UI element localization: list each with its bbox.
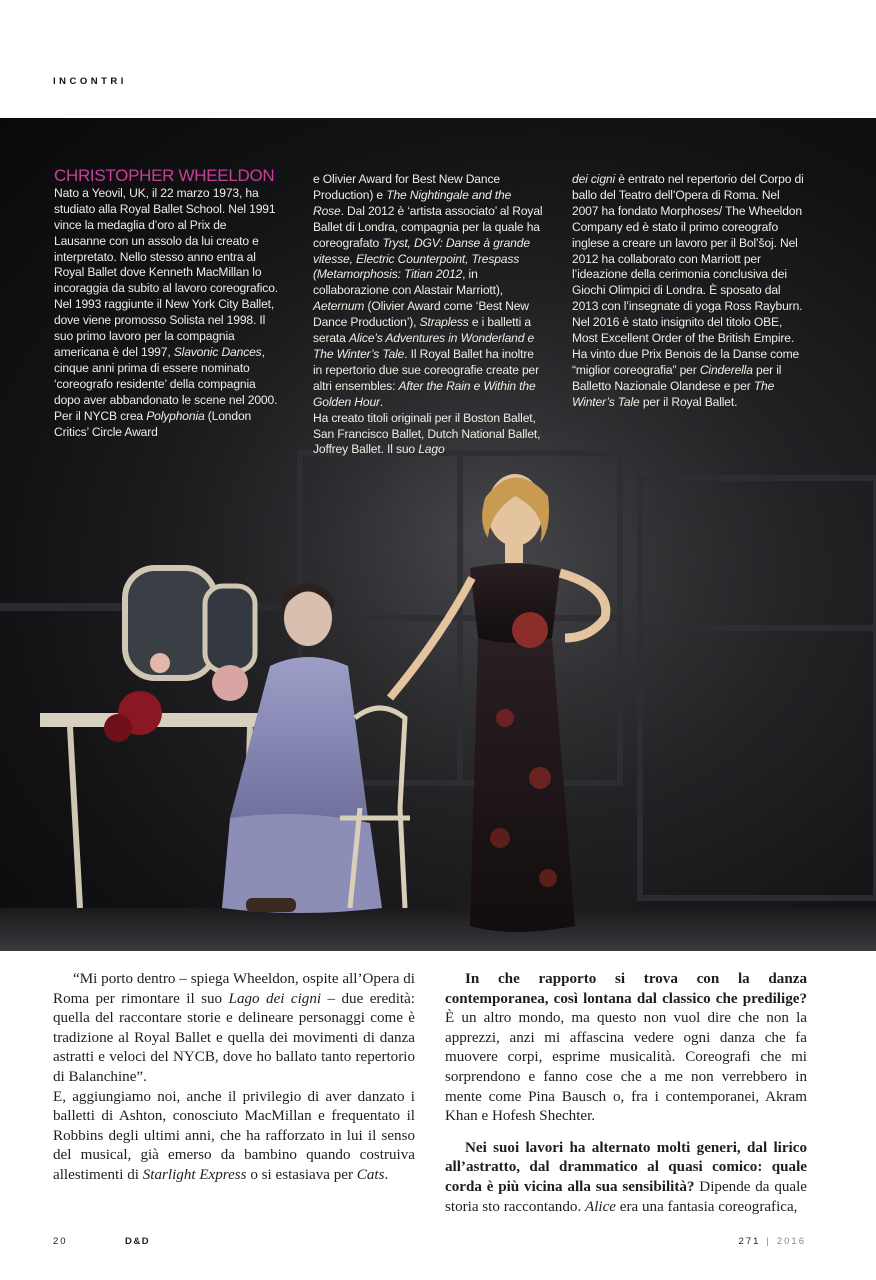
text-run: o si estasiava per bbox=[246, 1166, 357, 1183]
bio-text bbox=[572, 172, 808, 411]
text-run: Nato a Yeovil, UK, il 22 marzo 1973, ha studiato alla Royal Ballet School. Nel 1991 vince la medaglia d’oro al Prix de Lausanne con un assolo da lui creato e interpretato. Nello stesso anno entra al Royal Ballet dove Kenneth MacMillan lo incoraggia da subito al lavoro coreografico. Nel 1993 raggiunte il New York City Ballet, dove viene promosso Solista nel 1998. Il suo primo lavoro per la compagnia americana è del 1997, bbox=[54, 185, 278, 359]
italic-run: Slavonic Dances bbox=[173, 344, 262, 359]
issue-separator: | bbox=[766, 1236, 771, 1247]
text-run: Ha creato titoli originali per il Boston Ballet, San Francisco Ballet, Dutch National Ballet, Joffrey Ballet. Il suo bbox=[313, 410, 541, 457]
text-run: , in collaborazione con Alastair Marriott), bbox=[313, 267, 503, 298]
italic-run: Aeternum bbox=[313, 299, 365, 314]
text-run: Dipende da quale storia sto raccontando. bbox=[445, 1178, 808, 1215]
bio-column-2 bbox=[313, 172, 545, 458]
text-run: è entrato nel repertorio del Corpo di ballo del Teatro dell’Opera di Roma. Nel 2007 ha fondato Morphoses/ The Wheeldon Company ed è stato il primo coreografo inglese a creare un lavoro per il Bol’šoj. Nel 2012 ha collaborato con Marriott per l’ideazione della cerimonia conclusiva dei Giochi Olimpici di Londra. È sposato dal 2013 con l’insegnate di yoga Ross Rayburn. Nel 2016 è stato insignito del titolo OBE, Most Excellent Order of the British Empire. bbox=[572, 172, 804, 346]
italic-run: Starlight Express bbox=[142, 1166, 247, 1183]
text-run: “Mi porto dentro – spiega Wheeldon, ospite all’Opera di Roma per rimontare il suo bbox=[53, 971, 415, 1007]
bold-run: Nei suoi lavori ha alternato molti generi, dal lirico all’astratto, dal drammatico al quasi comico: quale corda è più vicina alla sua sensibilità? bbox=[445, 1139, 807, 1195]
italic-run: dei cigni bbox=[572, 172, 616, 186]
italic-run: Polyphonia bbox=[146, 408, 205, 423]
article-paragraph bbox=[53, 970, 415, 1088]
section-tag: INCONTRI bbox=[53, 76, 127, 87]
text-run: per il Balletto Nazionale Olandese e per bbox=[572, 362, 782, 393]
bio-text bbox=[313, 172, 545, 458]
issue-number: 271 bbox=[738, 1236, 761, 1247]
article-paragraph bbox=[445, 1139, 807, 1217]
issue-year: 2016 bbox=[776, 1236, 806, 1247]
text-run: . Il Royal Ballet ha inoltre in repertorio due sue coreografie create per altri ensembles: bbox=[313, 346, 540, 393]
italic-run: The Winter’s Tale bbox=[572, 378, 775, 409]
italic-run: Cats bbox=[356, 1166, 385, 1183]
italic-run: Lago dei cigni bbox=[228, 990, 322, 1007]
bio-text bbox=[54, 186, 280, 441]
italic-run: The Nightingale and the Rose bbox=[313, 187, 512, 218]
italic-run: Alice bbox=[585, 1198, 617, 1215]
text-run: . bbox=[384, 1166, 389, 1183]
page-number: 20 bbox=[53, 1236, 68, 1247]
text-run: E, aggiungiamo noi, anche il privilegio di aver danzato i balletti di Ashton, conosciuto MacMillan e frequentato il Robbins degli ultimi anni, che ha rafforzato in lui il senso del musical, già emerso da bambino quando costruiva allestimenti di bbox=[53, 1088, 415, 1183]
text-run: (London Critics’ Circle Award bbox=[54, 408, 252, 439]
italic-run: After the Rain e Within the Golden Hour bbox=[313, 378, 536, 409]
bio-column-1 bbox=[54, 168, 280, 440]
italic-run: Tryst, DGV: Danse à grande vitesse, Electric Counterpoint, Trespass (Metamorphosis: Titian 2012 bbox=[313, 235, 530, 282]
text-run: Ha vinto due Prix Benois de la Danse come “miglior coreografia” per bbox=[572, 346, 800, 377]
text-run: e Olivier Award for Best New Dance Production) e bbox=[313, 172, 500, 202]
text-run: . bbox=[379, 394, 384, 409]
italic-run: Strapless bbox=[419, 315, 469, 330]
bold-run: In che rapporto si trova con la danza contemporanea, così lontana dal classico che predilige? bbox=[445, 971, 807, 1007]
text-run: , cinque anni prima di essere nominato ‘coreografo residente’ della compagnia dopo aver abbandonato le scene nel 2000. Per il NYCB crea bbox=[54, 344, 278, 423]
text-run: (Olivier Award come ‘Best New Dance Production’), bbox=[313, 299, 529, 330]
text-run: . Dal 2012 è ‘artista associato’ al Royal Ballet di Londra, compagnia per la quale ha coreografato bbox=[313, 203, 543, 250]
article-paragraph bbox=[53, 1088, 415, 1186]
bio-title: CHRISTOPHER WHEELDON bbox=[54, 166, 275, 185]
text-run: È un altro mondo, ma questo non vuol dire che non la apprezzi, anzi mi affascina vedere ogni danza che fa muovere corpi, esprime musicalità. Coreografi che mi sorprendono e fanno cose che a me non verrebbero in mente come Pina Bausch o, fra i contemporanei, Akram Khan e Hofesh Shechter. bbox=[445, 1010, 807, 1125]
italic-run: Cinderella bbox=[699, 362, 753, 377]
italic-run: Lago bbox=[418, 442, 445, 457]
article-paragraph bbox=[445, 970, 807, 1127]
bio-column-3 bbox=[572, 172, 808, 411]
magazine-logo: D&D bbox=[125, 1236, 151, 1247]
text-run: per il Royal Ballet. bbox=[639, 394, 738, 409]
text-run: e i balletti a serata bbox=[313, 315, 531, 346]
article-column-right bbox=[445, 970, 807, 1217]
italic-run: Alice’s Adventures in Wonderland e The Winter’s Tale bbox=[313, 331, 535, 361]
text-run: era una fantasia coreografica, bbox=[616, 1198, 798, 1215]
stage-photo bbox=[0, 118, 876, 951]
issue-info bbox=[739, 1236, 806, 1247]
text-run: – due eredità: quella del raccontare storie e delineare personaggi come è tradizione al Royal Ballet e quella dei movimenti di danza astratti e veloci del NYCB, dove ho ballato tanto repertorio di Balanchine”. bbox=[53, 990, 415, 1085]
article-column-left bbox=[53, 970, 415, 1186]
